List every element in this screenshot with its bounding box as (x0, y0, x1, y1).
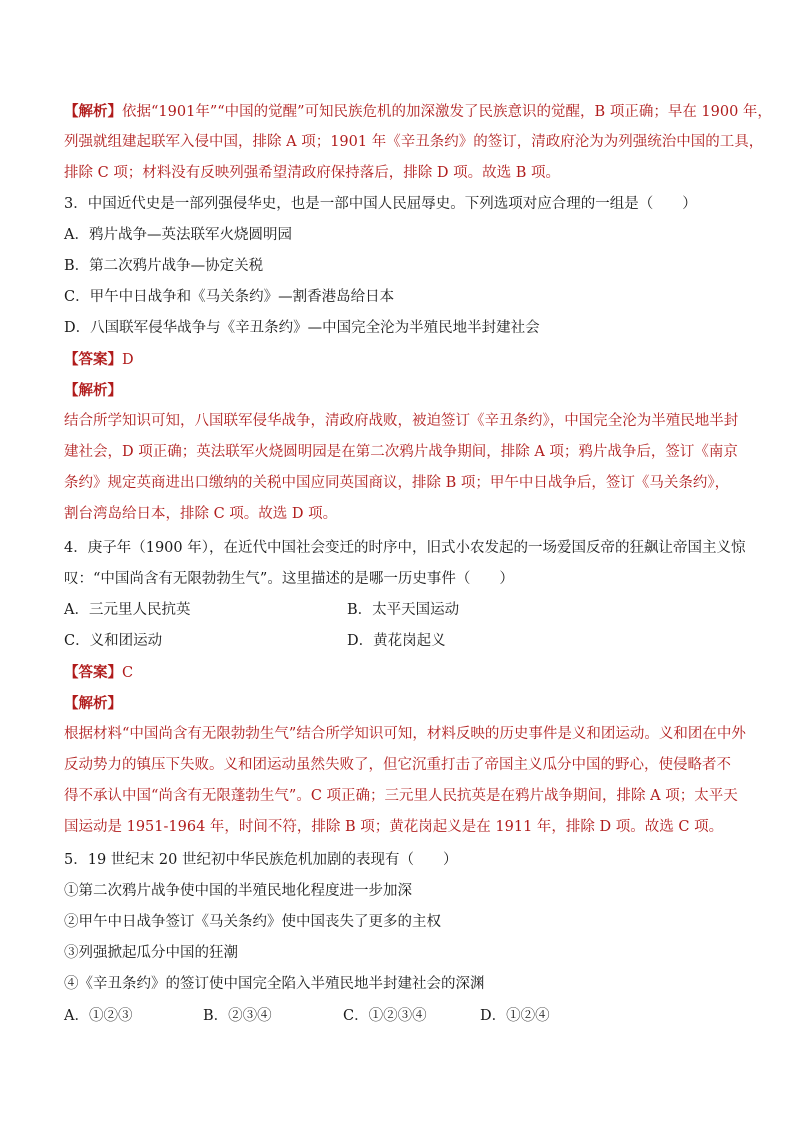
q5-item-2: ②甲午中日战争签订《马关条约》使中国丧失了更多的主权 (64, 914, 441, 930)
q2-analysis-line-2: 列强就组建起联军入侵中国，排除 A 项；1901 年《辛丑条约》的签订，清政府沦为为列强统治中国的工具， (64, 134, 764, 150)
q4-options-row-2 (64, 626, 724, 657)
q3-option-a: A．鸦片战争—英法联军火烧圆明园 (64, 227, 292, 243)
q5-option-d: D．①②④ (480, 1008, 550, 1024)
q3-option-c: C．甲午中日战争和《马关条约》—割香港岛给日本 (64, 289, 395, 305)
q4-option-c: C．义和团运动 (64, 633, 163, 649)
q5-item-3: ③列强掀起瓜分中国的狂潮 (64, 945, 238, 961)
q3-option-d: D．八国联军侵华战争与《辛丑条约》—中国完全沦为半殖民地半封建社会 (64, 320, 540, 336)
q3-analysis-tag: 【解析】 (64, 382, 122, 399)
q3-analysis-line-2: 建社会，D 项正确；英法联军火烧圆明园是在第二次鸦片战争期间，排除 A 项；鸦片战争后，签订《南京 (64, 444, 738, 460)
q5-option-c: C．①②③④ (343, 1008, 427, 1024)
q4-analysis-line-1: 根据材料“中国尚含有无限勃勃生气”结合所学知识可知，材料反映的历史事件是义和团运动。义和团在中外 (64, 726, 746, 742)
q4-analysis-line-3: 得不承认中国“尚含有无限蓬勃生气”。C 项正确；三元里人民抗英是在鸦片战争期间，排除 A 项；太平天 (64, 788, 738, 804)
q3-answer-value: D (122, 352, 134, 368)
q4-analysis-line-4: 国运动是 1951-1964 年，时间不符，排除 B 项；黄花岗起义是在 1911 年，排除 D 项。故选 C 项。 (64, 819, 724, 835)
q2-analysis-line-3: 排除 C 项；材料没有反映列强希望清政府保持落后，排除 D 项。故选 B 项。 (64, 165, 561, 181)
q5-stem: 5．19 世纪末 20 世纪初中华民族危机加剧的表现有（ ） (64, 852, 458, 868)
q4-analysis-tag: 【解析】 (64, 695, 122, 712)
q2-analysis-line-1: 【解析】依据“1901年”“中国的觉醒”可知民族危机的加深激发了民族意识的觉醒，B 项正确；早在 1900 年， (64, 103, 772, 120)
q5-item-1: ①第二次鸦片战争使中国的半殖民地化程度进一步加深 (64, 883, 412, 899)
q3-option-b: B．第二次鸦片战争—协定关税 (64, 258, 264, 274)
q2-analysis-tag: 【解析】 (64, 103, 122, 120)
q4-analysis-line-2: 反动势力的镇压下失败。义和团运动虽然失败了，但它沉重打击了帝国主义瓜分中国的野心，使侵略者不 (64, 757, 731, 773)
q4-answer-tag: 【答案】 (64, 664, 122, 681)
q4-answer-value: C (122, 665, 134, 681)
q5-options-row (64, 1001, 724, 1032)
q5-item-4: ④《辛丑条约》的签订使中国完全陷入半殖民地半封建社会的深渊 (64, 976, 485, 992)
q4-answer (64, 657, 724, 689)
q3-answer (64, 344, 724, 376)
q3-stem: 3．中国近代史是一部列强侵华史，也是一部中国人民屈辱史。下列选项对应合理的一组是（ ） (64, 196, 697, 212)
q5-option-a: A．①②③ (64, 1008, 133, 1024)
q5-option-b: B．②③④ (203, 1008, 272, 1024)
q4-option-d: D．黄花岗起义 (347, 633, 446, 649)
q3-answer-tag: 【答案】 (64, 351, 122, 368)
q4-options-row-1 (64, 595, 724, 626)
q4-stem-line-1: 4．庚子年（1900 年），在近代中国社会变迁的时序中，旧式小农发起的一场爱国反帝的狂飙让帝国主义惊 (64, 540, 746, 556)
q3-analysis-line-4: 割台湾岛给日本，排除 C 项。故选 D 项。 (64, 506, 338, 522)
q4-option-a: A．三元里人民抗英 (64, 602, 191, 618)
q4-option-b: B．太平天国运动 (347, 602, 460, 618)
q3-analysis-line-3: 条约》规定英商进出口缴纳的关税中国应同英国商议，排除 B 项；甲午中日战争后，签订《马关条约》， (64, 475, 730, 491)
q3-analysis-line-1: 结合所学知识可知，八国联军侵华战争，清政府战败，被迫签订《辛丑条约》，中国完全沦为半殖民地半封 (64, 413, 739, 429)
q4-stem-line-2: 叹：“中国尚含有无限勃勃生气”。这里描述的是哪一历史事件（ ） (64, 571, 514, 587)
